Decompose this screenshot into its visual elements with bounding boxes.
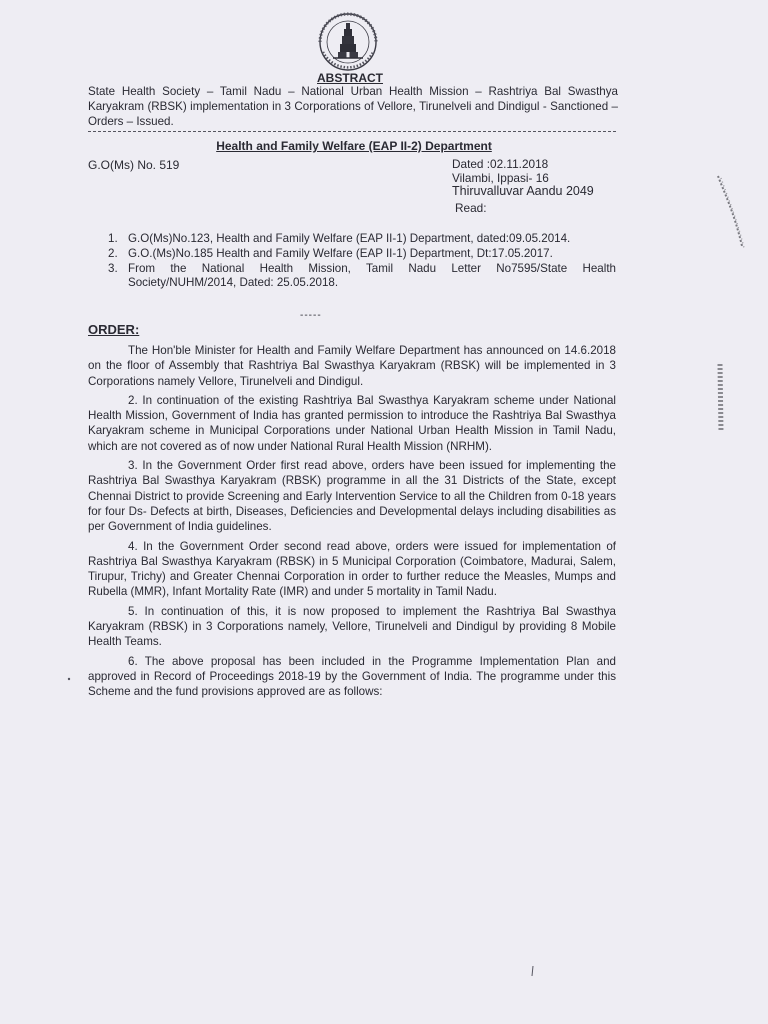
dashed-divider [88,131,616,132]
order-paragraph: 2. In continuation of the existing Rashtriya Bal Swasthya Karyakram scheme under National Health Mission, Government of India has granted permission to introduce the Rashtriya Bal Swasthya Karyakram scheme in Municipal Corporations under National Urban Health Mission in Tamil Nadu, which are not covered as of now under National Rural Health Mission (NRHM). [88,393,616,453]
tamil-nadu-emblem-icon [311,12,385,72]
reference-text: G.O(Ms)No.123, Health and Family Welfare (EAP II-1) Department, dated:09.05.2014. [128,232,571,245]
order-paragraph: 3. In the Government Order first read above, orders have been issued for implementing the Rashtriya Bal Swasthya Karyakram (RBSK) programme in all the 31 Districts of the State, except Chennai District to provide Screening and Early Intervention Service to all the Children from 0-18 years for four Ds- Defects at birth, Diseases, Deficiencies and Developmental delays including disabilities as per Government of India guidelines. [88,459,616,534]
order-paragraph: The Hon'ble Minister for Health and Family Welfare Department has announced on 14.6.2018 on the floor of Assembly that Rashtriya Bal Swasthya Karyakram (RBSK) will be implemented in 3 Corporations namely Vellore, Tirunelveli and Dindigul. [88,344,616,388]
reference-text: G.O.(Ms)No.185 Health and Family Welfare (EAP II-1) Department, Dt:17.05.2017. [128,247,553,260]
order-paragraph: 4. In the Government Order second read above, orders were issued for implementation of Rashtriya Bal Swasthya Karyakram (RBSK) in 5 Municipal Corporation (Coimbatore, Madurai, Salem, Tirupur, Trichy) and Greater Chennai Corporation in order to further reduce the Measles, Mumps and Rubella (MMR), Infant Mortality Rate (IMR) and under 5 mortality in Tamil Nadu. [88,539,616,599]
scan-dot [528,964,538,978]
reference-item [108,247,616,261]
dated-line: Dated :02.11.2018 [452,157,549,171]
reference-number: 1. [108,232,118,245]
reference-item [108,262,616,289]
reference-text: From the National Health Mission, Tamil Nadu Letter No7595/State Health Society/NUHM/2014, Dated: 25.05.2018. [128,262,616,289]
reference-list [108,232,616,291]
date-block [452,158,594,215]
tamil-date-line: Vilambi, Ippasi- 16 [452,170,549,185]
order-heading: ORDER: [88,322,140,337]
reference-number: 3. [108,262,118,275]
subject-text: State Health Society – Tamil Nadu – National Urban Health Mission – Rashtriya Bal Swasthya Karyakram (RBSK) implementation in 3 Corporations of Vellore, Tirunelveli and Dindigul - Sanctioned – Orders – Issued. [88,85,618,128]
reference-separator: ----- [300,310,322,321]
reference-item [108,232,616,246]
order-body [88,343,616,704]
reference-number: 2. [108,247,118,260]
go-number: G.O(Ms) No. 519 [88,158,180,172]
department-heading: Health and Family Welfare (EAP II-2) Department [216,139,492,153]
scan-dot [66,676,72,682]
scan-mark [712,172,748,252]
abstract-heading: ABSTRACT [317,71,383,85]
scan-mark [712,362,730,434]
read-label: Read: [455,200,487,215]
order-paragraph: 6. The above proposal has been included in the Programme Implementation Plan and approved in Record of Proceedings 2018-19 by the Government of India. The programme under this Scheme and the fund provisions approved are as follows: [88,654,616,699]
aandu-line: Thiruvalluvar Aandu 2049 [452,184,594,198]
order-paragraph: 5. In continuation of this, it is now proposed to implement the Rashtriya Bal Swasthya Karyakram (RBSK) in 3 Corporations namely, Vellore, Tirunelveli and Dindigul by providing 8 Mobile Health Teams. [88,604,616,649]
